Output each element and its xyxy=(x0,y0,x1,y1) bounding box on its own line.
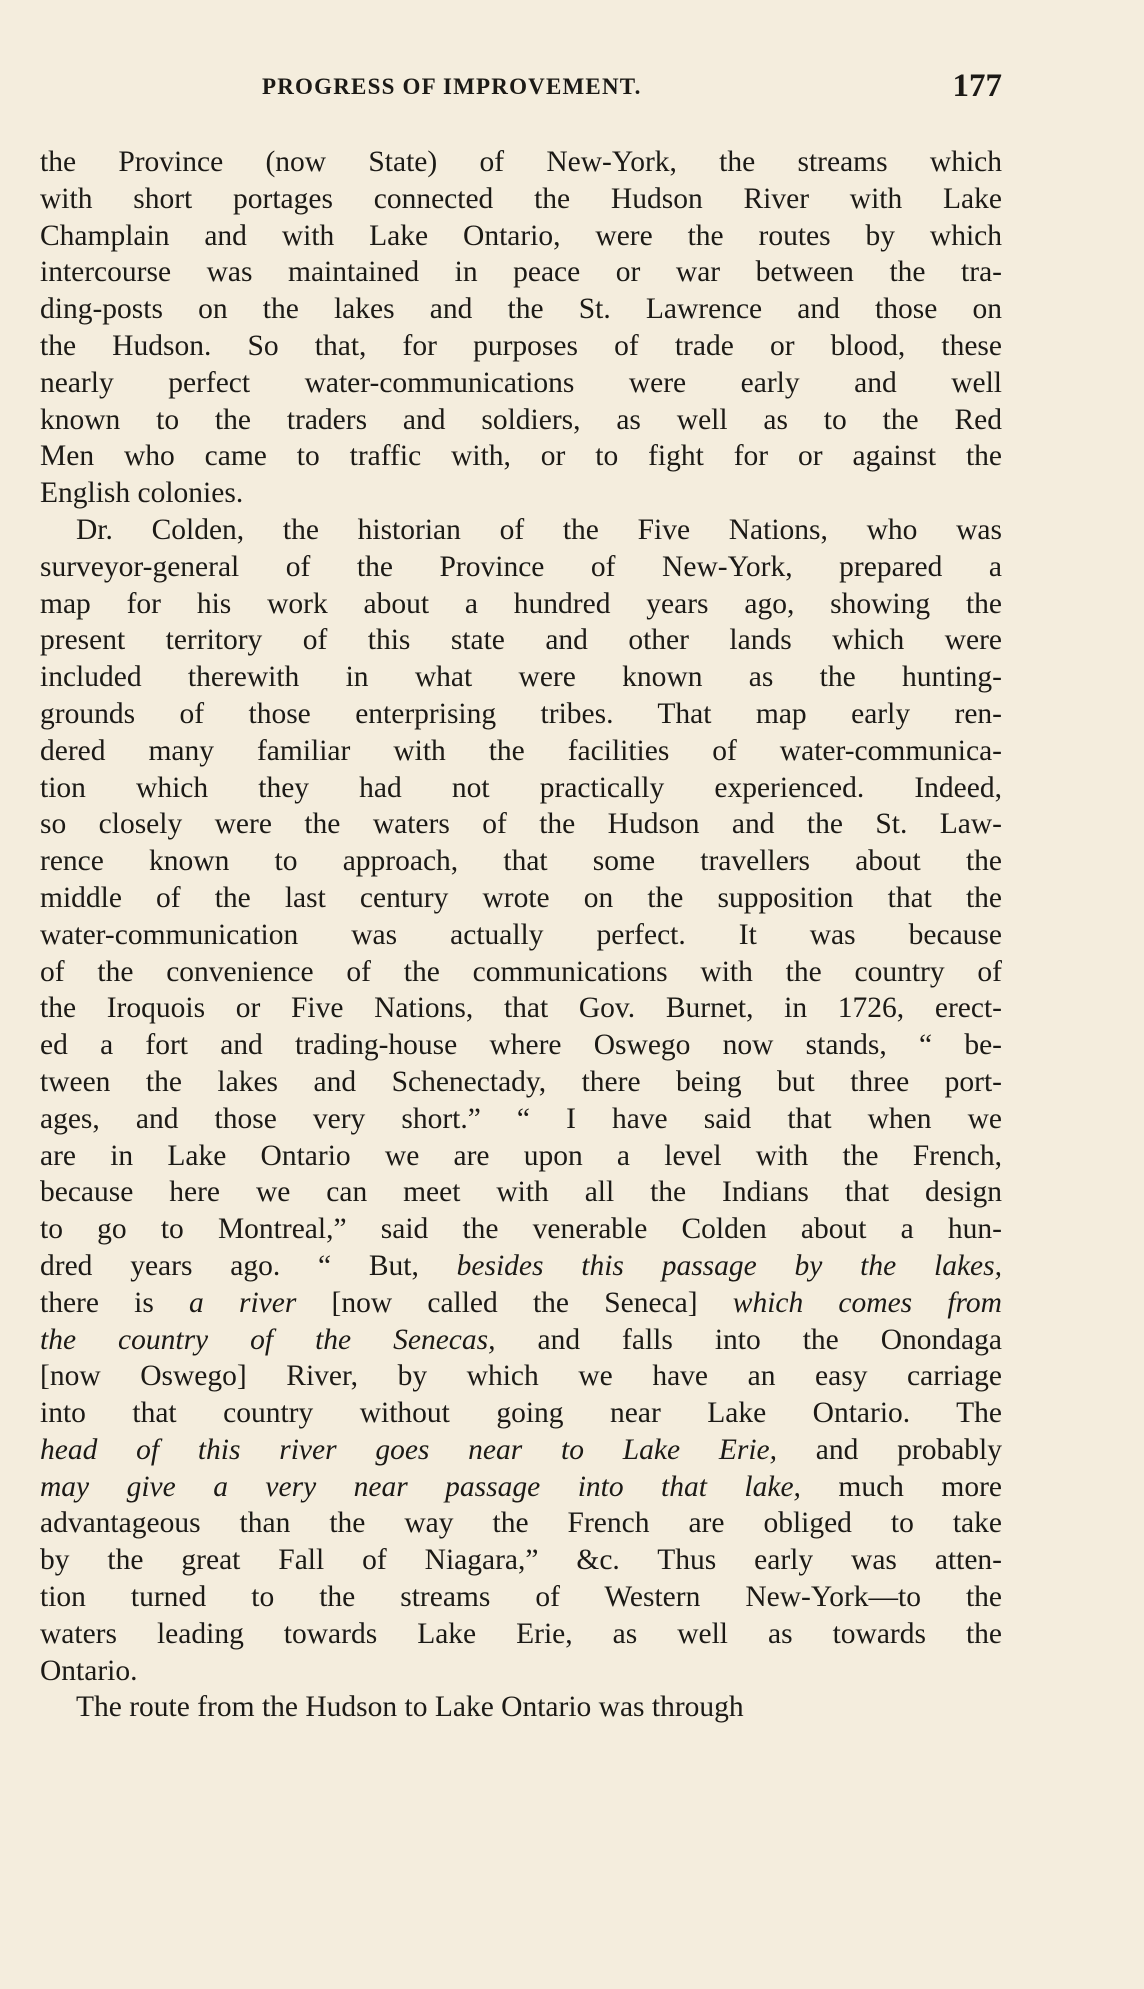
text-line xyxy=(40,990,1002,1027)
text-segment: the Iroquois or Five Nations, that Gov. Burnet, in 1726, erect- xyxy=(40,992,1002,1025)
text-segment: present territory of this state and other lands which were xyxy=(40,624,1002,657)
text-segment: Dr. Colden, the historian of the Five Nations, who was xyxy=(76,513,1002,546)
text-line xyxy=(40,1689,1002,1726)
text-line xyxy=(40,291,1002,328)
text-segment: the Province (now State) of New-York, the streams which xyxy=(40,146,1002,178)
text-segment: tion which they had not practically experienced. Indeed, xyxy=(40,771,1002,804)
text-segment: Ontario. xyxy=(40,1654,138,1687)
text-line xyxy=(40,1064,1002,1101)
text-segment: and probably xyxy=(777,1433,1002,1466)
text-line xyxy=(40,1432,1002,1469)
text-line xyxy=(40,254,1002,291)
text-line xyxy=(40,365,1002,402)
text-line xyxy=(40,402,1002,439)
text-line xyxy=(40,1211,1002,1248)
text-segment: water-communication was actually perfect. It was because xyxy=(40,918,1002,951)
text-line xyxy=(40,1322,1002,1359)
text-line xyxy=(40,512,1002,549)
text-segment: the Hudson. So that, for purposes of trade or blood, these xyxy=(40,329,1002,362)
text-segment: because here we can meet with all the Indians that design xyxy=(40,1176,1002,1209)
text-segment: known to the traders and soldiers, as well as to the Red xyxy=(40,403,1002,436)
text-line xyxy=(40,181,1002,218)
text-line xyxy=(40,622,1002,659)
page-number: 177 xyxy=(952,68,1002,104)
italic-text: a river xyxy=(189,1286,297,1319)
text-segment: so closely were the waters of the Hudson and the St. Law- xyxy=(40,808,1002,841)
text-segment: to go to Montreal,” said the venerable Colden about a hun- xyxy=(40,1213,1002,1246)
text-line xyxy=(40,328,1002,365)
text-line xyxy=(40,475,1002,512)
text-segment: [now called the Seneca] xyxy=(296,1286,733,1319)
text-segment: into that country without going near Lake Ontario. The xyxy=(40,1397,1002,1430)
text-line xyxy=(40,733,1002,770)
text-segment: grounds of those enterprising tribes. That map early ren- xyxy=(40,697,1002,730)
text-line xyxy=(40,1653,1002,1690)
text-segment: dered many familiar with the facilities of water-communica- xyxy=(40,734,1002,767)
text-line xyxy=(40,1395,1002,1432)
text-segment: The route from the Hudson to Lake Ontario was through xyxy=(76,1691,744,1724)
text-segment: ding-posts on the lakes and the St. Lawrence and those on xyxy=(40,293,1002,326)
text-line xyxy=(40,438,1002,475)
text-segment: English colonies. xyxy=(40,477,244,510)
text-line xyxy=(40,770,1002,807)
text-segment: by the great Fall of Niagara,” &c. Thus early was atten- xyxy=(40,1544,1002,1577)
text-segment: ages, and those very short.” “ I have said that when we xyxy=(40,1102,1002,1135)
page-header xyxy=(262,68,1002,108)
text-segment: middle of the last century wrote on the supposition that the xyxy=(40,881,1002,914)
text-segment: [now Oswego] River, by which we have an easy carriage xyxy=(40,1360,1002,1393)
text-segment: ed a fort and trading-house where Oswego now stands, “ be- xyxy=(40,1029,1002,1062)
text-line xyxy=(40,1505,1002,1542)
text-segment: are in Lake Ontario we are upon a level with the French, xyxy=(40,1139,1002,1172)
italic-text: besides this passage by the lakes, xyxy=(456,1249,1002,1282)
text-line xyxy=(40,1027,1002,1064)
text-line xyxy=(40,806,1002,843)
text-segment: Men who came to traffic with, or to fight for or against the xyxy=(40,440,1002,473)
text-segment: intercourse was maintained in peace or war between the tra- xyxy=(40,256,1002,289)
text-segment: map for his work about a hundred years ago, showing the xyxy=(40,587,1002,620)
italic-text: the country of the Senecas, xyxy=(40,1323,496,1356)
text-line xyxy=(40,843,1002,880)
text-segment: surveyor-general of the Province of New-York, prepared a xyxy=(40,550,1002,583)
italic-text: which comes from xyxy=(732,1286,1002,1319)
text-line xyxy=(40,954,1002,991)
italic-text: may give a very near passage into that lake, xyxy=(40,1470,801,1503)
text-line xyxy=(40,1174,1002,1211)
text-segment: much more xyxy=(800,1470,1002,1503)
text-line xyxy=(40,549,1002,586)
text-line xyxy=(40,917,1002,954)
body-text xyxy=(40,144,1002,1726)
text-segment: of the convenience of the communications with the country of xyxy=(40,955,1002,988)
text-line xyxy=(40,1285,1002,1322)
text-segment: nearly perfect water-communications were early and well xyxy=(40,366,1002,399)
text-line xyxy=(40,144,1002,181)
text-line xyxy=(40,1579,1002,1616)
text-line xyxy=(40,1616,1002,1653)
text-segment: included therewith in what were known as the hunting- xyxy=(40,661,1002,694)
italic-text: head of this river goes near to Lake Erie, xyxy=(40,1433,777,1466)
text-segment: there is xyxy=(40,1286,190,1319)
text-line xyxy=(40,1101,1002,1138)
text-line xyxy=(40,696,1002,733)
text-segment: dred years ago. “ But, xyxy=(40,1249,457,1282)
text-segment: with short portages connected the Hudson River with Lake xyxy=(40,182,1002,215)
text-segment: Champlain and with Lake Ontario, were the routes by which xyxy=(40,219,1002,252)
text-line xyxy=(40,1358,1002,1395)
text-segment: advantageous than the way the French are obliged to take xyxy=(40,1507,1002,1540)
text-segment: tion turned to the streams of Western New-York—to the xyxy=(40,1581,1002,1614)
text-line xyxy=(40,880,1002,917)
text-line xyxy=(40,586,1002,623)
text-line xyxy=(40,1248,1002,1285)
text-line xyxy=(40,659,1002,696)
text-line xyxy=(40,1542,1002,1579)
text-line xyxy=(40,1469,1002,1506)
text-segment: rence known to approach, that some travellers about the xyxy=(40,845,1002,878)
text-segment: and falls into the Onondaga xyxy=(495,1323,1002,1356)
text-segment: waters leading towards Lake Erie, as well as towards the xyxy=(40,1617,1002,1650)
running-head: PROGRESS OF IMPROVEMENT. xyxy=(262,74,642,99)
text-line xyxy=(40,1138,1002,1175)
text-line xyxy=(40,218,1002,255)
text-segment: tween the lakes and Schenectady, there being but three port- xyxy=(40,1065,1002,1098)
